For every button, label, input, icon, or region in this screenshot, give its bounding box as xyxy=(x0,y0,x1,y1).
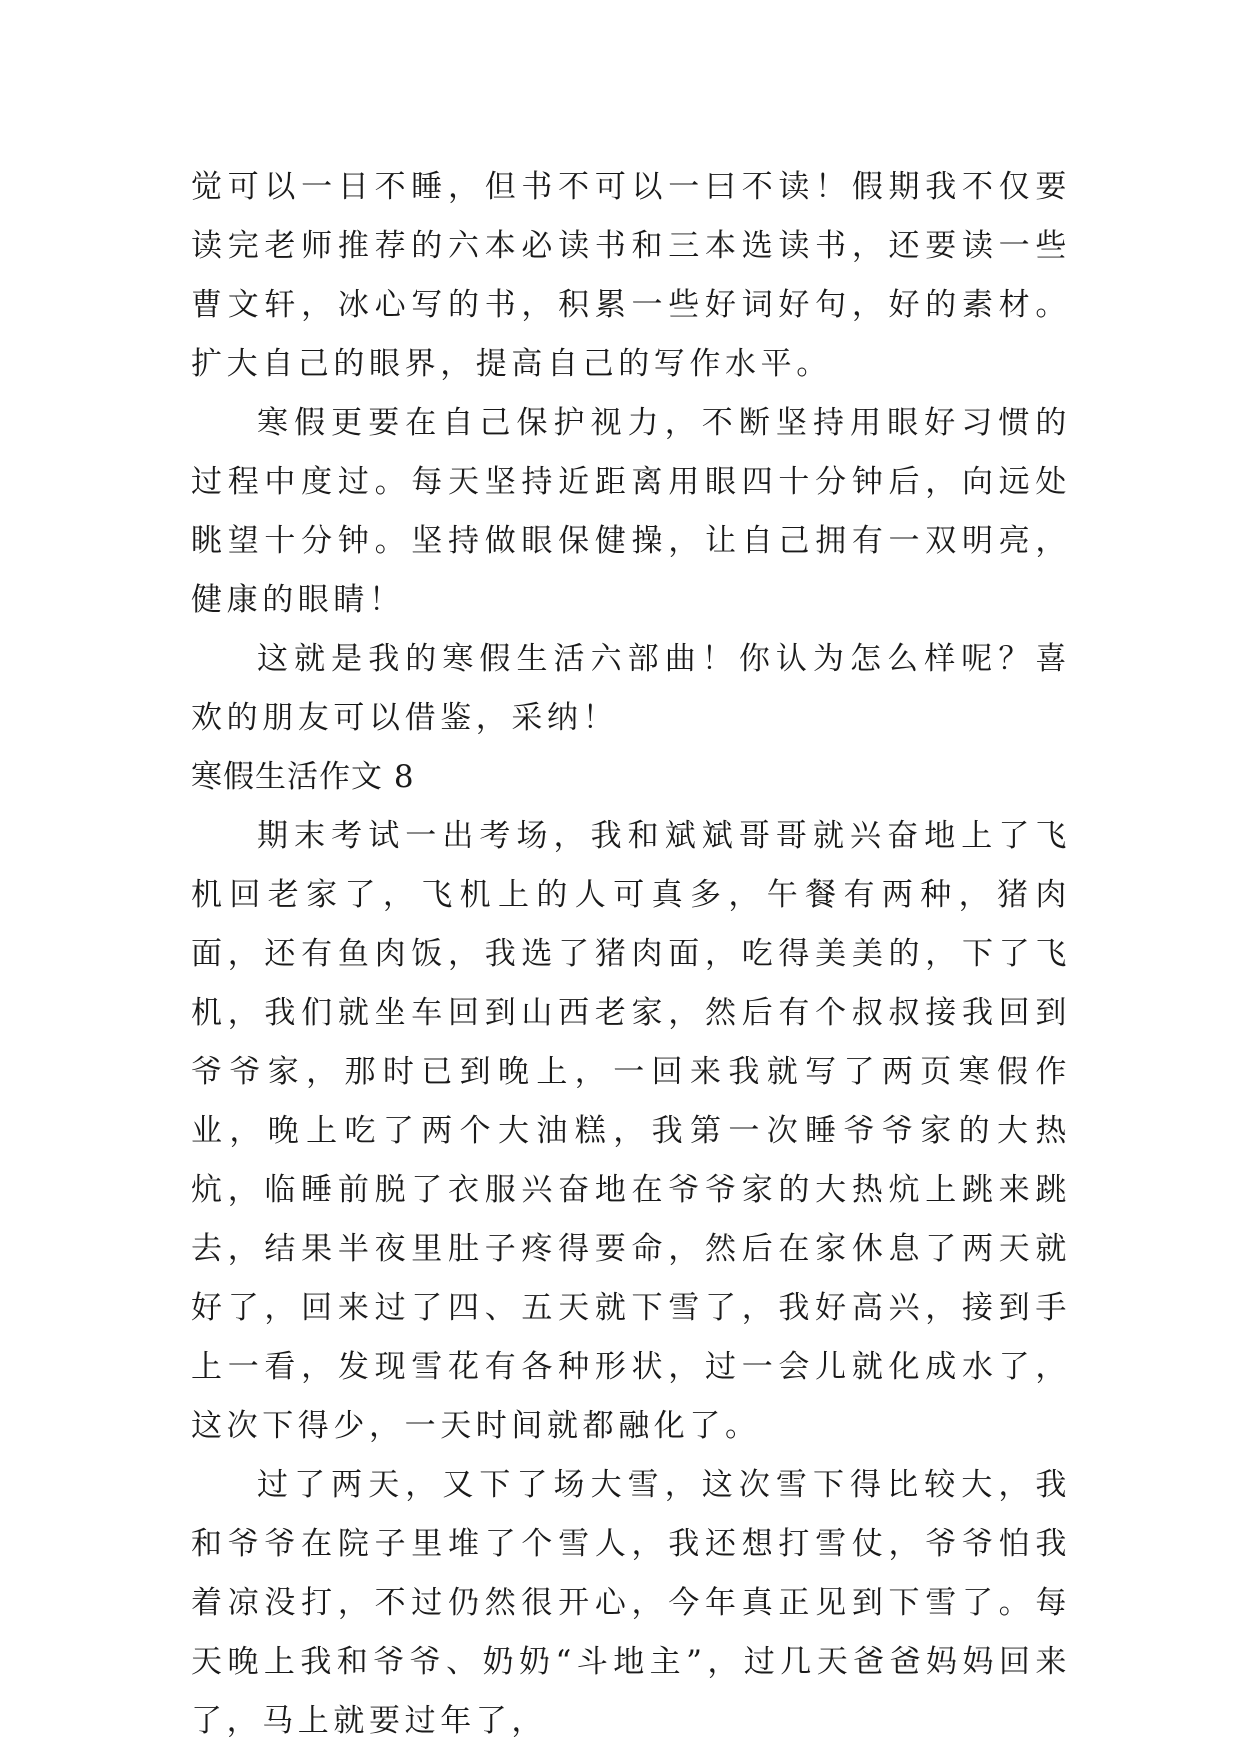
paragraph-eye-care: 寒假更要在自己保护视力，不断坚持用眼好习惯的过程中度过。每天坚持近距离用眼四十分钟后，向远处眺望十分钟。坚持做眼保健操，让自己拥有一双明亮，健康的眼睛！ xyxy=(191,405,1071,618)
paragraph-conclusion: 这就是我的寒假生活六部曲！你认为怎么样呢？喜欢的朋友可以借鉴，采纳！ xyxy=(191,641,1071,736)
document-body xyxy=(191,158,1071,1751)
section-title: 寒假生活作文 8 xyxy=(191,759,415,795)
paragraph-trip-home: 期末考试一出考场，我和斌斌哥哥就兴奋地上了飞机回老家了，飞机上的人可真多，午餐有两种，猪肉面，还有鱼肉饭，我选了猪肉面，吃得美美的，下了飞机，我们就坐车回到山西老家，然后有个叔叔接我回到爷爷家，那时已到晚上，一回来我就写了两页寒假作业，晚上吃了两个大油糕，我第一次睡爷爷家的大热炕，临睡前脱了衣服兴奋地在爷爷家的大热炕上跳来跳去，结果半夜里肚子疼得要命，然后在家休息了两天就好了，回来过了四、五天就下雪了，我好高兴，接到手上一看，发现雪花有各种形状，过一会儿就化成水了，这次下得少，一天时间就都融化了。 xyxy=(191,818,1071,1444)
paragraph-snow: 过了两天，又下了场大雪，这次雪下得比较大，我和爷爷在院子里堆了个雪人，我还想打雪仗，爷爷怕我着凉没打，不过仍然很开心，今年真正见到下雪了。每天晚上我和爷爷、奶奶“斗地主”，过几天爸爸妈妈回来了，马上就要过年了， xyxy=(191,1467,1071,1739)
paragraph-reading-plan: 觉可以一日不睡，但书不可以一曰不读！假期我不仅要读完老师推荐的六本必读书和三本选读书，还要读一些曹文轩，冰心写的书，积累一些好词好句，好的素材。扩大自己的眼界，提高自己的写作水平。 xyxy=(191,169,1071,382)
